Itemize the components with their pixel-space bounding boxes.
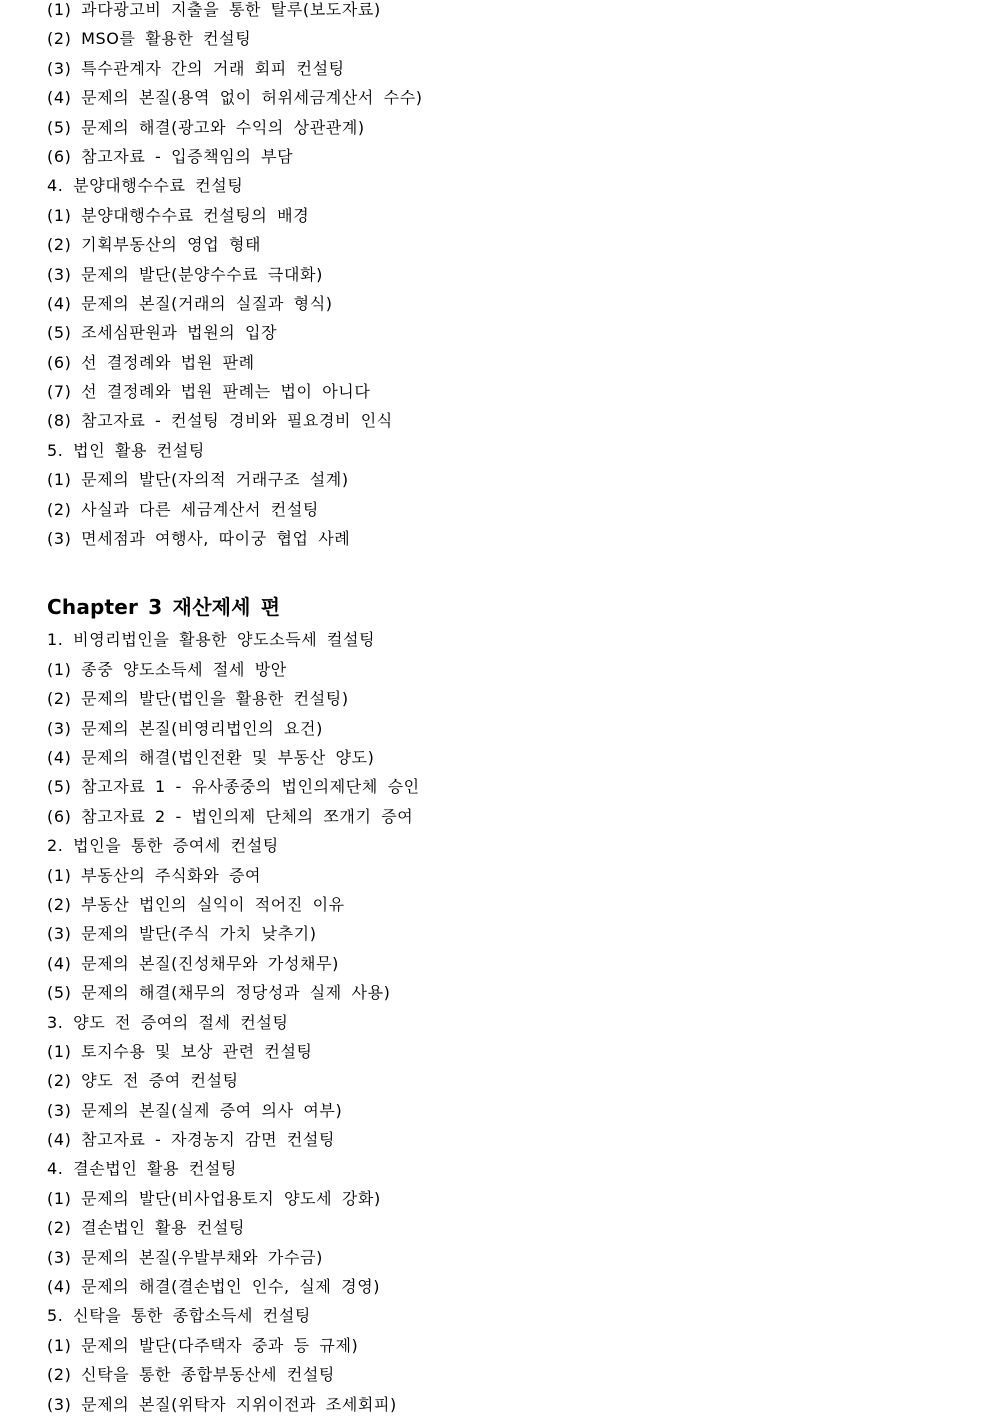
toc-line: (6) 참고자료 2 - 법인의제 단체의 쪼개기 증여 — [47, 806, 414, 826]
toc-line: (4) 문제의 해결(결손법인 인수, 실제 경영) — [47, 1277, 381, 1297]
toc-section-chapter-3 — [47, 625, 947, 1419]
toc-line: (3) 문제의 본질(실제 증여 의사 여부) — [47, 1100, 343, 1120]
toc-line: (2) 결손법인 활용 컨설팅 — [47, 1218, 246, 1238]
toc-line: (3) 특수관계자 간의 거래 회피 컨설팅 — [47, 58, 345, 78]
toc-line: (4) 문제의 본질(거래의 실질과 형식) — [47, 293, 333, 313]
toc-line: (5) 문제의 해결(채무의 정당성과 실제 사용) — [47, 983, 391, 1003]
toc-line: (4) 문제의 해결(법인전환 및 부동산 양도) — [47, 747, 375, 767]
toc-line: (3) 문제의 본질(우발부채와 가수금) — [47, 1247, 323, 1267]
toc-line: (3) 면세점과 여행사, 따이궁 협업 사례 — [47, 529, 351, 549]
toc-heading: 5. 법인 활용 컨설팅 — [47, 440, 205, 460]
toc-line: (4) 문제의 본질(용역 없이 허위세금계산서 수수) — [47, 88, 423, 108]
toc-line: (3) 문제의 본질(위탁자 지위이전과 조세회피) — [47, 1394, 397, 1414]
chapter-title: Chapter 3 재산제세 편 — [47, 595, 281, 620]
toc-heading: 1. 비영리법인을 활용한 양도소득세 컬설팅 — [47, 630, 376, 650]
toc-line: (5) 참고자료 1 - 유사종중의 법인의제단체 승인 — [47, 777, 420, 797]
toc-line: (2) 양도 전 증여 컨설팅 — [47, 1071, 239, 1091]
toc-line: (6) 참고자료 - 입증책임의 부담 — [47, 146, 294, 166]
toc-line: (2) 기획부동산의 영업 형태 — [47, 235, 262, 255]
toc-line: (2) 사실과 다른 세금계산서 컨설팅 — [47, 499, 319, 519]
toc-heading: 5. 신탁을 통한 종합소득세 컨설팅 — [47, 1306, 311, 1326]
toc-line: (2) 신탁을 통한 종합부동산세 컨설팅 — [47, 1365, 335, 1385]
toc-line: (1) 문제의 발단(자의적 거래구조 설계) — [47, 470, 349, 490]
toc-heading: 3. 양도 전 증여의 절세 컨설팅 — [47, 1012, 289, 1032]
toc-line: (4) 참고자료 - 자경농지 감면 컨설팅 — [47, 1130, 335, 1150]
toc-line: (6) 선 결정례와 법원 판례 — [47, 352, 255, 372]
document-page — [47, 0, 947, 1419]
toc-line: (2) 문제의 발단(법인을 활용한 컨설팅) — [47, 689, 349, 709]
toc-line: (8) 참고자료 - 컨설팅 경비와 필요경비 인식 — [47, 411, 393, 431]
section-spacer — [47, 553, 947, 589]
toc-line: (3) 문제의 본질(비영리법인의 요건) — [47, 718, 323, 738]
toc-heading: 2. 법인을 통한 증여세 컨설팅 — [47, 836, 279, 856]
toc-section-chapter-2-tail — [47, 0, 947, 553]
toc-line: (2) MSO를 활용한 컨설팅 — [47, 29, 252, 49]
toc-line: (1) 과다광고비 지출을 통한 탈루(보도자료) — [47, 0, 381, 19]
toc-line: (1) 문제의 발단(다주택자 중과 등 규제) — [47, 1335, 359, 1355]
toc-line: (1) 토지수용 및 보상 관련 컨설팅 — [47, 1041, 313, 1061]
toc-heading: 4. 분양대행수수료 컨설팅 — [47, 176, 244, 196]
toc-line: (1) 분양대행수수료 컨설팅의 배경 — [47, 205, 310, 225]
toc-line: (1) 부동산의 주식화와 증여 — [47, 865, 262, 885]
toc-line: (5) 문제의 해결(광고와 수익의 상관관계) — [47, 117, 365, 137]
toc-line: (5) 조세심판원과 법원의 입장 — [47, 323, 278, 343]
toc-line: (1) 종중 양도소득세 절세 방안 — [47, 659, 287, 679]
toc-line: (3) 문제의 발단(분양수수료 극대화) — [47, 264, 323, 284]
toc-line: (2) 부동산 법인의 실익이 적어진 이유 — [47, 894, 345, 914]
toc-heading: 4. 결손법인 활용 컨설팅 — [47, 1159, 238, 1179]
toc-line: (7) 선 결정례와 법원 판례는 법이 아니다 — [47, 382, 371, 402]
toc-line: (4) 문제의 본질(진성채무와 가성채무) — [47, 953, 339, 973]
toc-line: (3) 문제의 발단(주식 가치 낮추기) — [47, 924, 317, 944]
toc-line: (1) 문제의 발단(비사업용토지 양도세 강화) — [47, 1188, 381, 1208]
